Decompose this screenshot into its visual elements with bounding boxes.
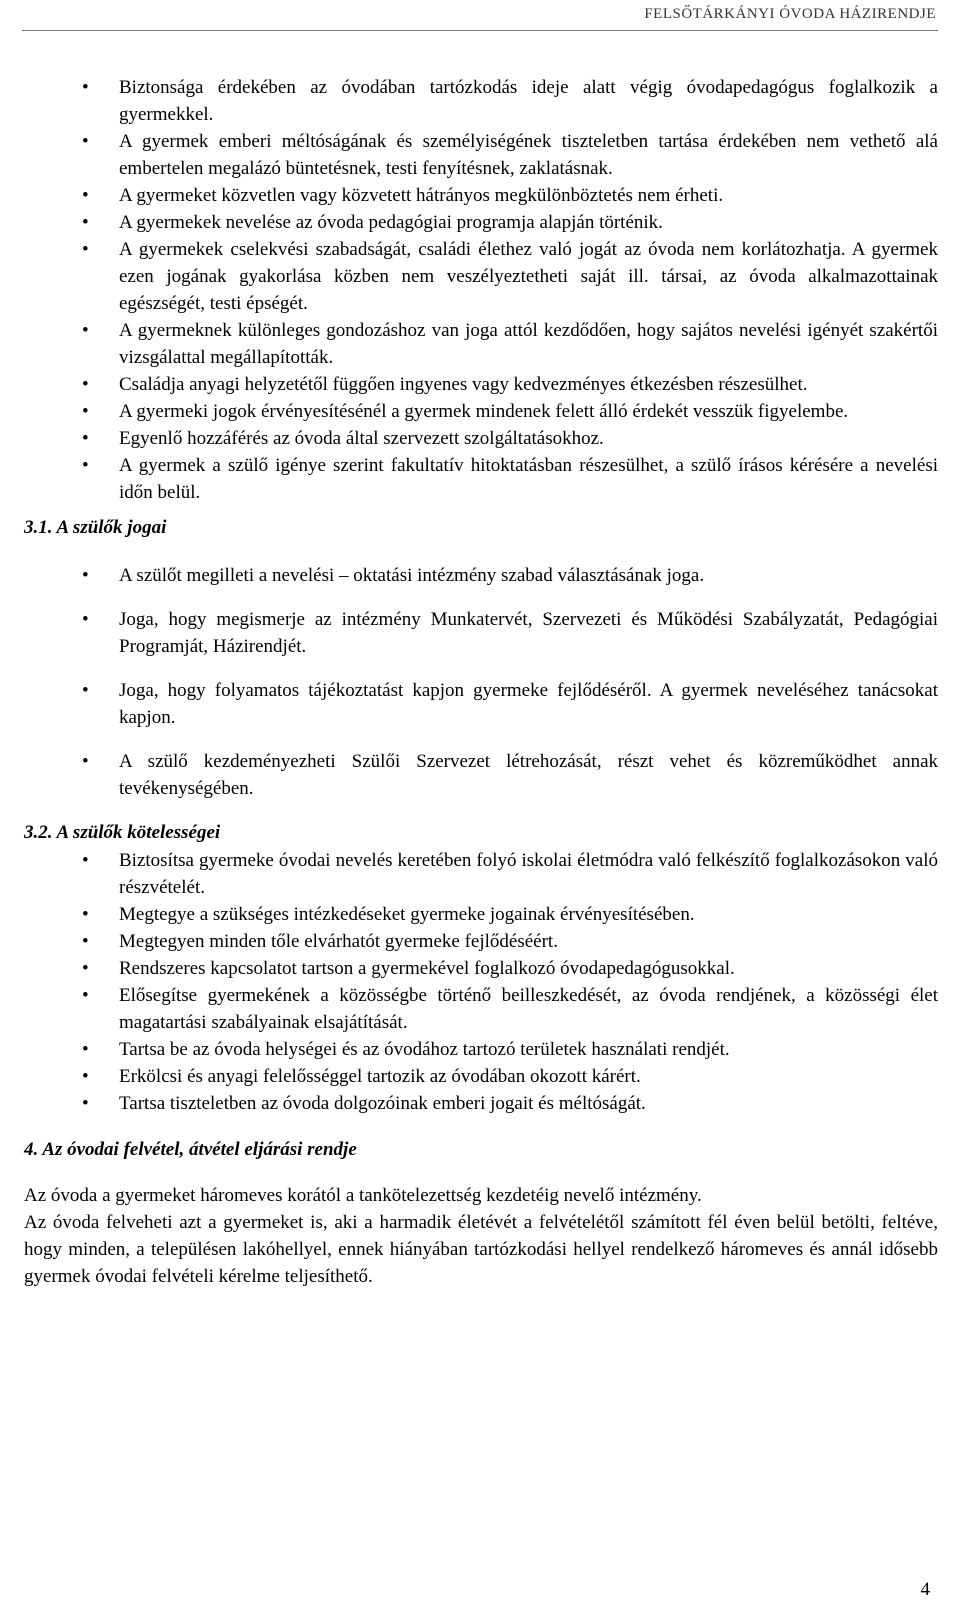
admission-paragraph: Az óvoda felveheti azt a gyermeket is, aki a harmadik életévét a felvételétől számított fél éven belül betölti, feltéve, hogy minden, a településen lakóhellyel, ennek hiányában tartózkodási hellyel rendelkező háromeves és annál idősebb gyermek óvodai felvételi kérelme teljesíthető. (24, 1212, 938, 1287)
parents-duties-list (22, 847, 938, 1117)
section-heading-parents-duties: 3.2. A szülők kötelességei (24, 822, 221, 843)
list-item: • Családja anyagi helyzetétől függően ingyenes vagy kedvezményes étkezésben részesülhet. (22, 371, 938, 398)
running-header: FELSŐTÁRKÁNYI ÓVODA HÁZIRENDJE (644, 6, 936, 22)
list-item: • Megtegye a szükséges intézkedéseket gyermeke jogainak érvényesítésében. (22, 901, 938, 928)
list-item: • Rendszeres kapcsolatot tartson a gyermekével foglalkozó óvodapedagógusokkal. (22, 955, 938, 982)
list-item: • A gyermekek nevelése az óvoda pedagógiai programja alapján történik. (22, 209, 938, 236)
list-item: • A gyermeket közvetlen vagy közvetett hátrányos megkülönböztetés nem érheti. (22, 182, 938, 209)
list-item: • A gyermek a szülő igénye szerint fakultatív hitoktatásban részesülhet, a szülő írásos kérésére a nevelési időn belül. (22, 452, 938, 506)
admission-paragraph: Az óvoda a gyermeket háromeves korától a tankötelezettség kezdetéig nevelő intézmény. (24, 1185, 702, 1206)
list-item: • Elősegítse gyermekének a közösségbe történő beilleszkedését, az óvoda rendjének, a közösségi élet magatartási szabályainak elsajátítását. (22, 982, 938, 1036)
list-item: • Biztosítsa gyermeke óvodai nevelés keretében folyó iskolai életmódra való felkészítő foglalkozásokon való részvételét. (22, 847, 938, 901)
list-item: • Erkölcsi és anyagi felelősséggel tartozik az óvodában okozott kárért. (22, 1063, 938, 1090)
list-item: • Megtegyen minden tőle elvárhatót gyermeke fejlődéséért. (22, 928, 938, 955)
list-item: • Egyenlő hozzáférés az óvoda által szervezett szolgáltatásokhoz. (22, 425, 938, 452)
list-item: • A szülő kezdeményezheti Szülői Szervezet létrehozását, részt vehet és közreműködhet annak tevékenységében. (22, 748, 938, 802)
document-body (22, 74, 938, 1290)
list-item: • Joga, hogy folyamatos tájékoztatást kapjon gyermeke fejlődéséről. A gyermek neveléséhez tanácsokat kapjon. (22, 677, 938, 731)
list-item: • Joga, hogy megismerje az intézmény Munkatervét, Szervezeti és Működési Szabályzatát, Pedagógiai Programját, Házirendjét. (22, 606, 938, 660)
list-item: • Biztonsága érdekében az óvodában tartózkodás ideje alatt végig óvodapedagógus foglalkozik a gyermekkel. (22, 74, 938, 128)
list-item: • A gyermek emberi méltóságának és személyiségének tiszteletben tartása érdekében nem vethető alá embertelen megalázó büntetésnek, testi fenyítésnek, zaklatásnak. (22, 128, 938, 182)
list-item: • Tartsa be az óvoda helységei és az óvodához tartozó területek használati rendjét. (22, 1036, 938, 1063)
page-number: 4 (920, 1579, 930, 1600)
section-heading-admission: 4. Az óvodai felvétel, átvétel eljárási rendje (24, 1139, 357, 1160)
list-item: • A gyermeki jogok érvényesítésénél a gyermek mindenek felett álló érdekét vesszük figyelembe. (22, 398, 938, 425)
list-item: • A gyermeknek különleges gondozáshoz van joga attól kezdődően, hogy sajátos nevelési igényét szakértői vizsgálattal megállapították. (22, 317, 938, 371)
section-heading-parents-rights: 3.1. A szülők jogai (24, 517, 167, 538)
child-rights-list (22, 74, 938, 506)
list-item: • A gyermekek cselekvési szabadságát, családi élethez való jogát az óvoda nem korlátozhatja. A gyermek ezen jogának gyakorlása közben nem veszélyeztetheti saját ill. társai, az óvoda alkalmazottainak egészségét, testi épségét. (22, 236, 938, 317)
list-item: • Tartsa tiszteletben az óvoda dolgozóinak emberi jogait és méltóságát. (22, 1090, 938, 1117)
list-item: • A szülőt megilleti a nevelési – oktatási intézmény szabad választásának joga. (22, 562, 938, 589)
header-divider (22, 30, 938, 31)
parents-rights-list (22, 562, 938, 802)
